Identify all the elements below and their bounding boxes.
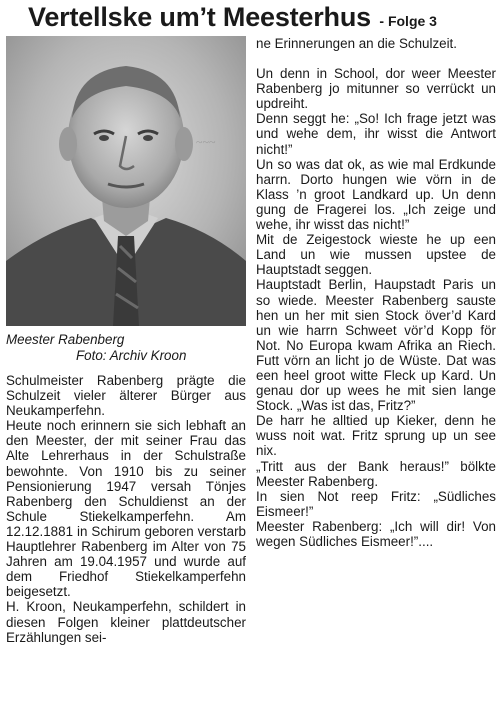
article-title: Vertellske um’t Meesterhus [28,2,371,32]
paragraph: Hauptstadt Berlin, Haupstadt Paris un so wiede. Meester Rabenberg sauste hen un her mit sien Stock över’d Kard un wie harrn Schweet vör’d Kopp för Not. No Europa kwam Afrika an Riech. Futt vörn an licht jo de Wüste. Dat was een heel groot witte Fleck up Kard. Un genau dor up wees he mit sien lange Stock. „Was ist das, Fritz?” [256,277,496,414]
paragraph: Meester Rabenberg: „Ich will dir! Von wegen Südliches Eismeer!”.... [256,518,496,549]
caption-credit: Foto: Archiv Kroon [76,348,187,363]
paragraph: Heute noch erinnern sie sich lebhaft an den Meester, der mit seiner Frau das Alte Lehrerhaus in der Schulstraße bewohnte. Von 1910 bis zu seiner Pensionierung 1947 versah Tönjes Rabenberg den Schuldienst an der Schule Stiekelkamperfehn. Am 12.12.1881 in Schirum geboren verstarb Hauptlehrer Rabenberg im Alter von 75 Jahren am 19.04.1957 und wurde auf dem Friedhof Stiekelkamperfehn beigesetzt. [6,418,246,600]
photo-caption [6,332,246,364]
paragraph: Denn seggt he: „So! Ich frage jetzt was und wehe dem, ihr wisst die Antwort nicht!” [256,111,496,157]
paragraph: ne Erinnerungen an die Schulzeit. [256,36,457,51]
svg-text:~~~: ~~~ [196,135,216,149]
paragraph: Un so was dat ok, as wie mal Erdkunde harrn. Dorto hungen wie vörn in de Klass ’n groot Landkard up. Un denn gung de Fragerei los. „Ich zeige und wehe, ihr wisst das nicht!” [256,156,496,233]
article-subtitle: - Folge 3 [379,13,437,29]
left-column [6,36,246,645]
caption-name: Meester Rabenberg [6,332,125,347]
paragraph: „Tritt aus der Bank heraus!” bölkte Meester Rabenberg. [256,458,496,489]
paragraph: In sien Not reep Fritz: „Südliches Eismeer!” [256,488,496,519]
paragraph: Mit de Zeigestock wieste he up een Land un wie mussen upstee de Hauptstadt seggen. [256,232,496,278]
article-headline [28,2,498,33]
right-column [256,36,496,549]
paragraph: Un denn in School, dor weer Meester Rabenberg jo mitunner so verrückt un updreiht. [256,66,496,112]
portrait-image [6,36,246,326]
paragraph: De harr he alltied up Kieker, denn he wuss noit wat. Fritz sprung up un see nix. [256,413,496,459]
portrait-photo [6,36,246,326]
paragraph: H. Kroon, Neukamperfehn, schildert in diesen Folgen kleiner plattdeutscher Erzählungen sei- [6,599,246,645]
paragraph: Schulmeister Rabenberg prägte die Schulzeit vieler älterer Bürger aus Neukamperfehn. [6,373,246,419]
left-column-text [6,373,246,645]
